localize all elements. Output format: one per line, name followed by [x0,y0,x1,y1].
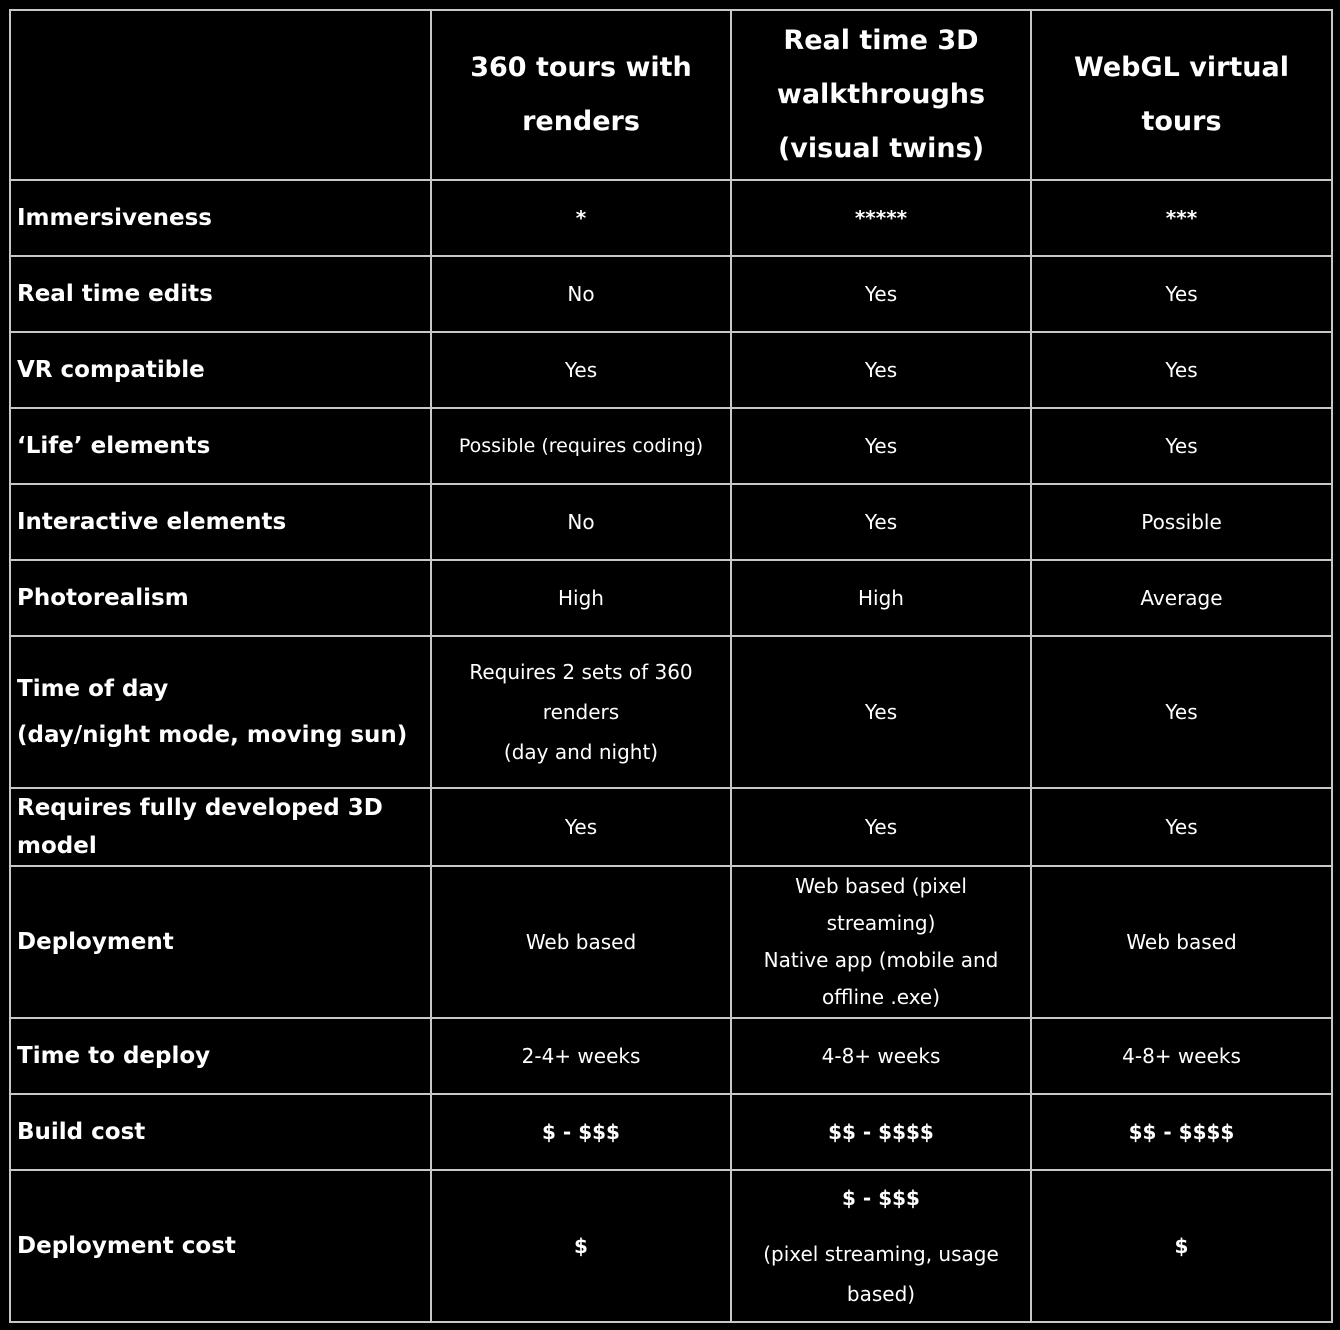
table-row-deployment [10,866,1332,1018]
row-label [10,560,431,636]
value-line: Yes [564,358,598,382]
value-cell-360 [431,1170,731,1322]
value-line: $ - $$$ [842,1186,920,1210]
value-line: ***** [854,206,908,230]
header-line: tours [1141,106,1222,137]
value-cell-realtime [731,180,1031,256]
value-line: Requires 2 sets of 360 [469,660,693,684]
label-line: model [17,833,97,859]
value-line: Average [1140,586,1223,610]
value-cell-webgl [1031,256,1332,332]
value-line: Yes [1165,282,1198,306]
value-cell-realtime [731,1018,1031,1094]
value-line: Native app (mobile and [763,948,999,972]
value-line: Yes [1165,434,1198,458]
value-cell-360 [431,1018,731,1094]
row-label [10,1094,431,1170]
value-line: Yes [1165,700,1198,724]
label-line: (day/night mode, moving sun) [17,722,408,748]
value-line: $$ - $$$$ [828,1120,934,1144]
label-line: ‘Life’ elements [17,433,211,459]
header-line: (visual twins) [777,133,985,164]
table-row-photorealism [10,560,1332,636]
value-line: * [575,206,587,230]
value-cell-360 [431,636,731,788]
value-cell-realtime [731,408,1031,484]
value-line: High [558,586,604,610]
value-cell-webgl [1031,484,1332,560]
value-cell-realtime [731,1170,1031,1322]
row-label [10,408,431,484]
value-cell-webgl [1031,1094,1332,1170]
row-label [10,1170,431,1322]
header-line: renders [522,106,640,137]
table-row-deployment-cost [10,1170,1332,1322]
value-cell-webgl [1031,788,1332,866]
table-row-build-cost [10,1094,1332,1170]
table-row-life-elements [10,408,1332,484]
value-line: Yes [864,434,898,458]
value-line: (day and night) [503,740,659,764]
row-label [10,484,431,560]
value-line: streaming) [826,911,936,935]
value-line: $ [574,1234,588,1258]
value-cell-webgl [1031,180,1332,256]
value-line: 4-8+ weeks [1122,1044,1241,1068]
value-cell-webgl [1031,560,1332,636]
table-row-vr-compatible [10,332,1332,408]
value-line: Possible [1141,510,1222,534]
value-line: Web based (pixel [795,874,967,898]
value-cell-webgl [1031,866,1332,1018]
value-cell-realtime [731,560,1031,636]
header-line: Real time 3D [783,25,979,56]
value-line: Yes [1165,358,1198,382]
value-line: Possible (requires coding) [458,435,704,457]
value-line: *** [1165,206,1198,230]
table-row-time-of-day [10,636,1332,788]
label-line: Deployment cost [17,1233,236,1259]
column-header-360-tours [431,10,731,180]
table-row-interactive-elements [10,484,1332,560]
label-line: Interactive elements [17,509,287,535]
value-cell-webgl [1031,408,1332,484]
value-line: Web based [1126,930,1237,954]
value-cell-360 [431,1094,731,1170]
value-cell-360 [431,408,731,484]
header-row [10,10,1332,180]
value-cell-realtime [731,788,1031,866]
value-line: Yes [864,282,898,306]
row-label [10,636,431,788]
label-line: Requires fully developed 3D [17,795,383,821]
value-cell-webgl [1031,1170,1332,1322]
value-line: Yes [864,700,898,724]
value-cell-360 [431,256,731,332]
corner-cell [10,10,431,180]
row-label [10,866,431,1018]
value-line: Yes [1165,815,1198,839]
value-line: Yes [864,510,898,534]
row-label [10,788,431,866]
value-cell-360 [431,866,731,1018]
value-line: Web based [525,930,637,954]
label-line: Real time edits [17,281,213,307]
label-line: Photorealism [17,585,189,611]
label-line: Build cost [17,1119,146,1145]
value-cell-webgl [1031,636,1332,788]
row-label [10,332,431,408]
value-cell-realtime [731,1094,1031,1170]
value-cell-realtime [731,866,1031,1018]
label-line: Time to deploy [17,1043,211,1069]
value-cell-360 [431,332,731,408]
value-cell-realtime [731,484,1031,560]
value-line: $ - $$$ [542,1120,620,1144]
label-line: Immersiveness [17,205,212,231]
value-line: Yes [864,815,898,839]
row-label [10,256,431,332]
header-line: walkthroughs [776,79,986,110]
value-line: offline .exe) [821,985,941,1009]
value-cell-360 [431,484,731,560]
value-cell-webgl [1031,1018,1332,1094]
label-line: Deployment [17,929,174,955]
value-line: No [567,282,595,306]
table-row-requires-3d-model [10,788,1332,866]
table-row-time-to-deploy [10,1018,1332,1094]
value-line: based) [846,1282,916,1306]
value-line: Yes [564,815,598,839]
column-header-webgl [1031,10,1332,180]
table-row-immersiveness [10,180,1332,256]
column-header-real-time-3d [731,10,1031,180]
value-line: $ [1174,1234,1189,1258]
value-line: 2-4+ weeks [521,1044,641,1068]
value-line: renders [542,700,620,724]
value-line: $$ - $$$$ [1128,1120,1235,1144]
value-line: No [567,510,595,534]
value-cell-webgl [1031,332,1332,408]
row-label [10,180,431,256]
value-cell-360 [431,560,731,636]
value-line: High [858,586,904,610]
value-cell-realtime [731,332,1031,408]
value-cell-realtime [731,256,1031,332]
value-cell-360 [431,788,731,866]
label-line: Time of day [17,676,169,702]
table-row-real-time-edits [10,256,1332,332]
header-line: WebGL virtual [1074,52,1289,83]
value-cell-360 [431,180,731,256]
value-line: Yes [864,358,898,382]
comparison-table [9,9,1333,1323]
value-cell-realtime [731,636,1031,788]
row-label [10,1018,431,1094]
header-line: 360 tours with [470,52,692,83]
label-line: VR compatible [17,357,205,383]
value-line: 4-8+ weeks [821,1044,941,1068]
value-line: (pixel streaming, usage [763,1242,999,1266]
